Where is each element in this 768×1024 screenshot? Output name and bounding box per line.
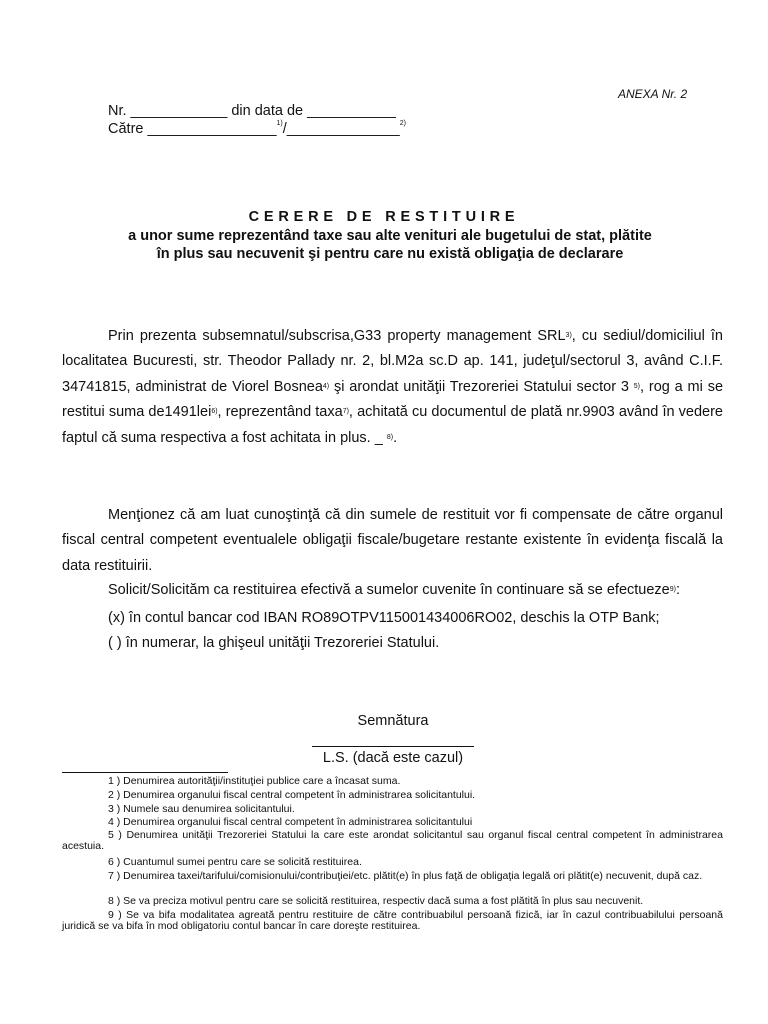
recipient-part-a: Către ________________ <box>108 121 277 137</box>
recipient-part-b: /______________ <box>282 121 400 137</box>
request-text-d: , rog a mi se restitui suma de1491lei <box>62 378 724 421</box>
footnote-ref-8: 8) <box>386 433 394 441</box>
request-paragraph <box>62 324 723 451</box>
document-title: CERERE DE RESTITUIRE <box>248 209 520 225</box>
signature-line <box>312 746 474 747</box>
cash-option[interactable]: ( ) în numerar, la ghişeul unităţii Trezoreriei Statului. <box>108 635 440 651</box>
footnote-ref-4: 4) <box>322 382 330 390</box>
seal-label: L.S. (dacă este cazul) <box>322 750 464 766</box>
signature-label: Semnătura <box>357 713 429 729</box>
footnote-6: 6 ) Cuantumul sumei pentru care se solicită restituirea. <box>108 856 362 868</box>
footnote-ref-5: 5) <box>633 382 641 390</box>
payment-method-paragraph <box>62 578 723 603</box>
footnote-4: 4 ) Denumirea organului fiscal central competent în administrarea solicitantului <box>108 816 473 828</box>
payment-method-text: Solicit/Solicităm ca restituirea efectivă a sumelor cuvenite în continuare să se efectueze <box>108 582 670 598</box>
footnote-2: 2 ) Denumirea organului fiscal central competent în administrarea solicitantului. <box>108 789 476 801</box>
request-text-a: Prin prezenta subsemnatul/subscrisa,G33 property management SRL <box>108 328 566 344</box>
footnote-ref-3: 3) <box>565 332 572 339</box>
footnote-divider <box>62 772 228 773</box>
footnote-7: 7 ) Denumirea taxei/tarifului/comisionului/contribuţiei/etc. plătit(e) în plus faţă de obligaţia legală ori plătit(e) necuvenit, după caz. <box>108 870 703 882</box>
footnote-ref-1: 1) <box>276 120 283 127</box>
request-text-e: , reprezentând taxa <box>217 404 343 421</box>
request-text-f: , achitată cu documentul de plată nr.9903 având în vedere faptul că suma respectiva a fost achitata in plus. _ <box>62 404 723 446</box>
footnote-3: 3 ) Numele sau denumirea solicitantului. <box>108 803 295 815</box>
footnote-1: 1 ) Denumirea autorităţii/instituţiei publice care a încasat suma. <box>108 775 401 787</box>
subtitle-line-2: în plus sau necuvenit şi pentru care nu există obligaţia de declarare <box>156 246 624 262</box>
bank-account-option[interactable]: (x) în contul bancar cod IBAN RO89OTPV115001434006RO02, deschis la OTP Bank; <box>108 610 660 626</box>
annex-label: ANEXA Nr. 2 <box>618 87 688 101</box>
footnote-5: 5 ) Denumirea unităţii Trezoreriei Statului la care este arondat solicitantul sau organul fiscal central competent în administrarea acestuia. <box>62 829 723 853</box>
request-text-g: . <box>393 429 398 446</box>
footnote-ref-7: 7) <box>342 408 349 416</box>
registration-number-line: Nr. ____________ din data de ___________ <box>108 103 396 119</box>
footnote-8: 8 ) Se va preciza motivul pentru care se solicită restituirea, respectiv dacă suma a fost plătită în plus sau necuvenit. <box>108 895 644 907</box>
footnote-ref-9: 9) <box>669 586 676 593</box>
recipient-line <box>108 121 406 137</box>
subtitle-line-1: a unor sume reprezentând taxe sau alte venituri ale bugetului de stat, plătite <box>128 228 652 244</box>
footnote-ref-6: 6) <box>211 408 218 416</box>
compensation-paragraph: Menţionez că am luat cunoştinţă că din sumele de restituit vor fi compensate de către organul fiscal central competent eventualele obligaţii fiscale/bugetare restante existente în evidenţa fiscală la data restituirii. <box>62 507 723 574</box>
request-text-c: şi arondat unităţii Trezoreriei Statului sector 3 <box>329 378 634 395</box>
footnote-ref-2: 2) <box>399 120 406 127</box>
request-text-b: , cu sediul/domiciliul în localitatea Bucuresti, str. Theodor Pallady nr. 2, bl.M2a sc.D ap. 141, judeţul/sectorul 3, având C.I.F. 34741815, administrat de Viorel Bosnea <box>62 328 723 395</box>
payment-method-colon: : <box>675 582 681 598</box>
footnote-9: 9 ) Se va bifa modalitatea agreată pentru restituire de către contribuabilul persoană fizică, iar în cazul contribuabilului persoană juridică se va bifa în mod obligatoriu contul bancar în care doreşte restituirea. <box>62 909 723 933</box>
